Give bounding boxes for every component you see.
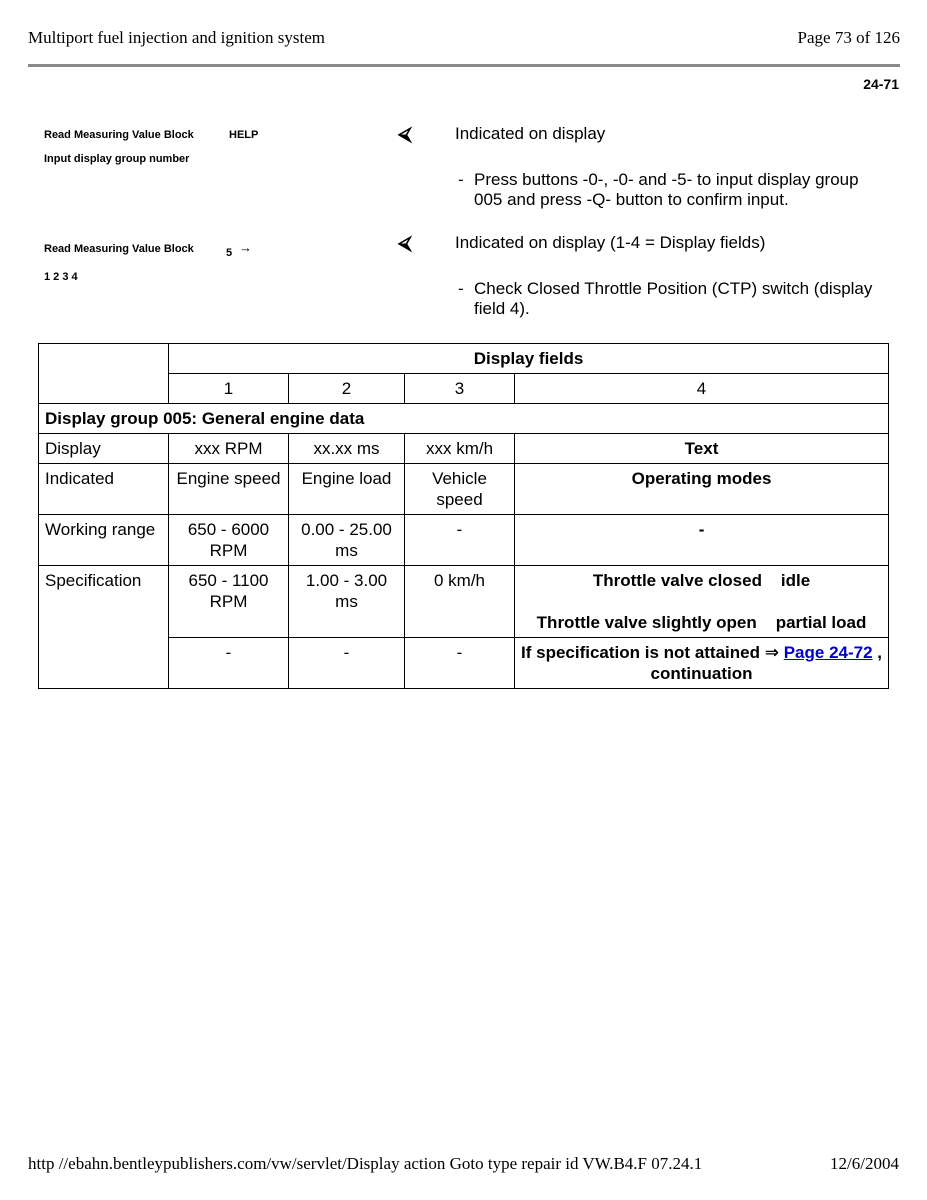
not-attained-cell <box>515 638 889 689</box>
table-row <box>39 464 889 515</box>
footer-date: 12/6/2004 <box>830 1154 899 1173</box>
continuation-text: , continuation <box>650 643 883 683</box>
table-cell: - <box>515 515 889 566</box>
right-arrow-icon: → <box>239 240 252 255</box>
table-cell: xxx km/h <box>405 434 515 464</box>
lcd-help-label: HELP <box>229 129 259 141</box>
lcd-group-number: 5 <box>226 247 233 259</box>
list-dash: - <box>458 170 464 189</box>
display-indicator-text: Indicated on display <box>455 124 606 143</box>
table-row <box>39 404 889 434</box>
lcd-field-numbers: 1 2 3 4 <box>44 271 78 283</box>
table-cell: Engine speed <box>169 464 289 515</box>
row-label: Specification <box>39 566 169 689</box>
table-row <box>39 344 889 374</box>
header-divider <box>28 64 900 67</box>
page-counter: Page 73 of 126 <box>797 28 900 47</box>
table-cell: - <box>405 638 515 689</box>
instruction-text: Press buttons -0-, -0- and -5- to input display group 005 and press -Q- button to confirm input. <box>474 170 859 209</box>
mode-value: idle <box>780 571 811 590</box>
table-row <box>39 515 889 566</box>
throttle-state: Throttle valve closed <box>592 571 762 590</box>
table-cell: 0.00 - 25.00 ms <box>289 515 405 566</box>
field-number: 2 <box>289 374 405 404</box>
section-page-number: 24-71 <box>863 76 899 92</box>
operating-mode <box>521 570 882 591</box>
document-title: Multiport fuel injection and ignition system <box>28 28 325 47</box>
not-attained-text: If specification is not attained <box>521 643 760 662</box>
table-row <box>39 566 889 638</box>
table-cell: 1.00 - 3.00 ms <box>289 566 405 638</box>
mode-value: partial load <box>775 613 867 632</box>
pointer-icon: ⮘ <box>398 124 412 145</box>
row-label: Display <box>39 434 169 464</box>
table-row <box>39 434 889 464</box>
table-cell: xx.xx ms <box>289 434 405 464</box>
operating-modes-cell <box>515 566 889 638</box>
table-cell: Engine load <box>289 464 405 515</box>
field-number: 4 <box>515 374 889 404</box>
page-24-72-link[interactable]: Page 24-72 <box>783 643 873 662</box>
instruction-step <box>458 279 878 319</box>
field-number: 1 <box>169 374 289 404</box>
lcd-line-2: Input display group number <box>44 153 190 165</box>
group-title: Display group 005: General engine data <box>39 404 889 434</box>
display-fields-header: Display fields <box>169 344 889 374</box>
display-indicator-text: Indicated on display (1-4 = Display fields) <box>455 233 766 252</box>
display-group-table <box>38 343 889 689</box>
table-cell: - <box>405 515 515 566</box>
pointer-icon: ⮘ <box>398 233 412 254</box>
instruction-step <box>458 170 878 210</box>
lcd-line-1: Read Measuring Value Block <box>44 129 194 141</box>
lcd-line-1: Read Measuring Value Block <box>44 243 194 255</box>
table-cell: Operating modes <box>515 464 889 515</box>
table-cell: - <box>169 638 289 689</box>
table-cell: Text <box>515 434 889 464</box>
footer-url: http //ebahn.bentleypublishers.com/vw/servlet/Display action Goto type repair id VW.B4.F 07.24.1 <box>28 1154 703 1173</box>
table-cell: - <box>289 638 405 689</box>
operating-mode <box>521 612 882 633</box>
row-label: Indicated <box>39 464 169 515</box>
field-number: 3 <box>405 374 515 404</box>
instruction-text: Check Closed Throttle Position (CTP) switch (display field 4). <box>474 279 873 318</box>
throttle-state: Throttle valve slightly open <box>536 613 757 632</box>
table-cell: xxx RPM <box>169 434 289 464</box>
double-arrow-icon: ⇒ <box>764 643 779 662</box>
table-corner-cell <box>39 344 169 404</box>
table-cell: 650 - 6000 RPM <box>169 515 289 566</box>
table-cell: Vehicle speed <box>405 464 515 515</box>
row-label: Working range <box>39 515 169 566</box>
table-cell: 650 - 1100 RPM <box>169 566 289 638</box>
table-cell: 0 km/h <box>405 566 515 638</box>
list-dash: - <box>458 279 464 298</box>
